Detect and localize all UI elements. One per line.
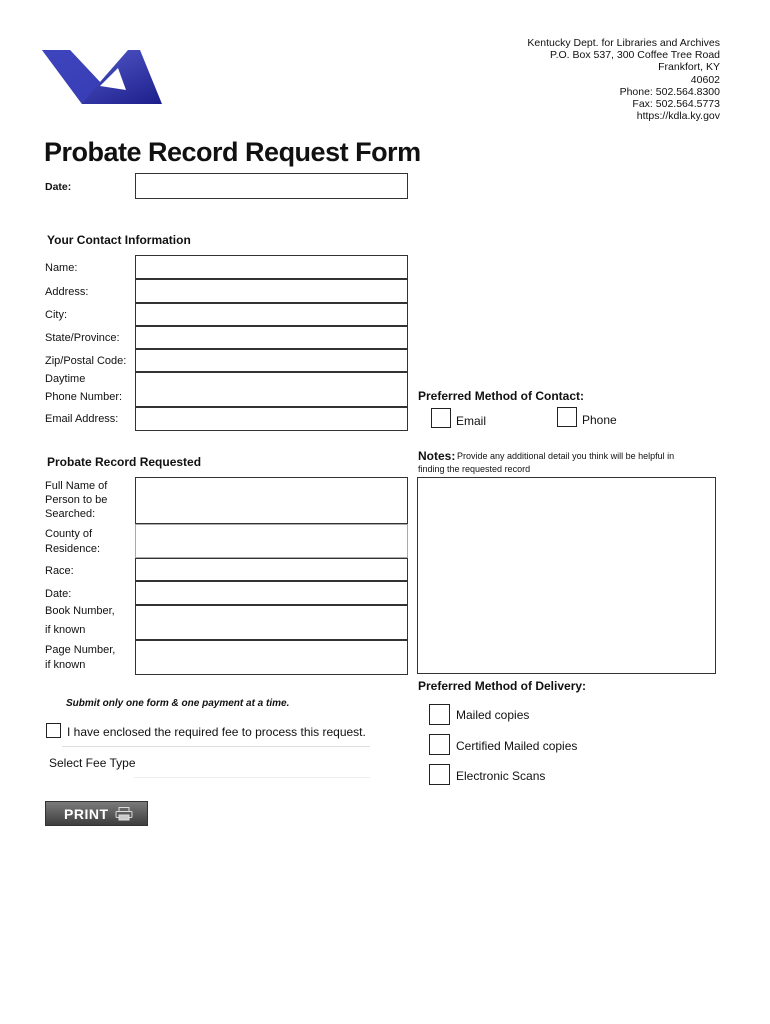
printer-icon bbox=[115, 807, 133, 821]
notes-label: Notes: bbox=[418, 449, 456, 463]
submit-note: Submit only one form & one payment at a time. bbox=[66, 698, 290, 709]
city-field[interactable] bbox=[135, 303, 408, 326]
delivery-heading: Preferred Method of Delivery: bbox=[418, 679, 587, 693]
name-label: Name: bbox=[45, 262, 78, 274]
fee-enclosed-label: I have enclosed the required fee to process this request. bbox=[67, 725, 366, 739]
daytime-label: Daytime bbox=[45, 373, 86, 385]
agency-phone: Phone: 502.564.8300 bbox=[619, 85, 720, 98]
full-name-field[interactable] bbox=[135, 477, 408, 524]
contact-email-checkbox[interactable] bbox=[431, 408, 451, 428]
page-label-2: if known bbox=[45, 659, 86, 671]
page-label-1: Page Number, bbox=[45, 644, 116, 656]
notes-hint-1: Provide any additional detail you think will be helpful in bbox=[457, 451, 675, 461]
full-name-label-2: Person to be bbox=[45, 494, 108, 506]
phone-field[interactable] bbox=[135, 372, 408, 407]
date-label: Date: bbox=[45, 181, 72, 193]
fee-divider bbox=[62, 746, 370, 747]
state-label: State/Province: bbox=[45, 332, 120, 344]
agency-website: https://kdla.ky.gov bbox=[636, 110, 720, 123]
agency-fax: Fax: 502.564.5773 bbox=[632, 98, 720, 111]
agency-name: Kentucky Dept. for Libraries and Archives bbox=[527, 37, 720, 49]
fee-type-select[interactable] bbox=[134, 749, 370, 778]
page-title: Probate Record Request Form bbox=[44, 137, 421, 167]
county-label-2: Residence: bbox=[45, 543, 101, 555]
print-button[interactable] bbox=[45, 801, 148, 826]
zip-label: Zip/Postal Code: bbox=[45, 355, 127, 367]
record-date-label: Date: bbox=[45, 588, 72, 600]
print-button-label: PRINT bbox=[64, 805, 109, 822]
email-label: Email Address: bbox=[45, 413, 119, 425]
full-name-label-3: Searched: bbox=[45, 508, 96, 520]
fee-enclosed-checkbox[interactable] bbox=[46, 723, 61, 738]
record-date-field[interactable] bbox=[135, 581, 408, 605]
county-label-1: County of bbox=[45, 528, 93, 540]
book-label-1: Book Number, bbox=[45, 605, 115, 617]
date-field[interactable] bbox=[135, 173, 408, 199]
page-number-field[interactable] bbox=[135, 640, 408, 675]
book-number-field[interactable] bbox=[135, 605, 408, 640]
race-label: Race: bbox=[45, 565, 74, 577]
delivery-scans-label: Electronic Scans bbox=[456, 769, 546, 783]
preferred-contact-heading: Preferred Method of Contact: bbox=[418, 389, 585, 403]
record-heading: Probate Record Requested bbox=[47, 455, 202, 469]
delivery-certified-label: Certified Mailed copies bbox=[456, 739, 578, 753]
kdla-logo bbox=[40, 46, 165, 106]
delivery-mailed-label: Mailed copies bbox=[456, 708, 530, 722]
phone-label: Phone Number: bbox=[45, 391, 123, 403]
address-field[interactable] bbox=[135, 279, 408, 303]
agency-zip: 40602 bbox=[690, 73, 720, 86]
agency-city: Frankfort, KY bbox=[658, 61, 720, 74]
contact-phone-checkbox[interactable] bbox=[557, 407, 577, 427]
race-field[interactable] bbox=[135, 558, 408, 581]
state-field[interactable] bbox=[135, 326, 408, 349]
county-field[interactable] bbox=[135, 524, 408, 558]
name-field[interactable] bbox=[135, 255, 408, 279]
contact-heading: Your Contact Information bbox=[47, 233, 191, 247]
delivery-certified-checkbox[interactable] bbox=[429, 734, 450, 755]
delivery-mailed-checkbox[interactable] bbox=[429, 704, 450, 725]
city-label: City: bbox=[45, 309, 67, 321]
delivery-scans-checkbox[interactable] bbox=[429, 764, 450, 785]
fee-type-label: Select Fee Type bbox=[49, 756, 136, 770]
notes-hint-2: finding the requested record bbox=[418, 464, 531, 474]
contact-phone-label: Phone bbox=[582, 413, 617, 427]
zip-field[interactable] bbox=[135, 349, 408, 372]
email-field[interactable] bbox=[135, 407, 408, 431]
agency-address bbox=[527, 37, 720, 122]
full-name-label-1: Full Name of bbox=[45, 480, 108, 492]
book-label-2: if known bbox=[45, 624, 86, 636]
agency-street: P.O. Box 537, 300 Coffee Tree Road bbox=[549, 49, 720, 62]
contact-email-label: Email bbox=[456, 414, 487, 428]
notes-textarea[interactable] bbox=[417, 477, 716, 674]
address-label: Address: bbox=[45, 286, 89, 298]
